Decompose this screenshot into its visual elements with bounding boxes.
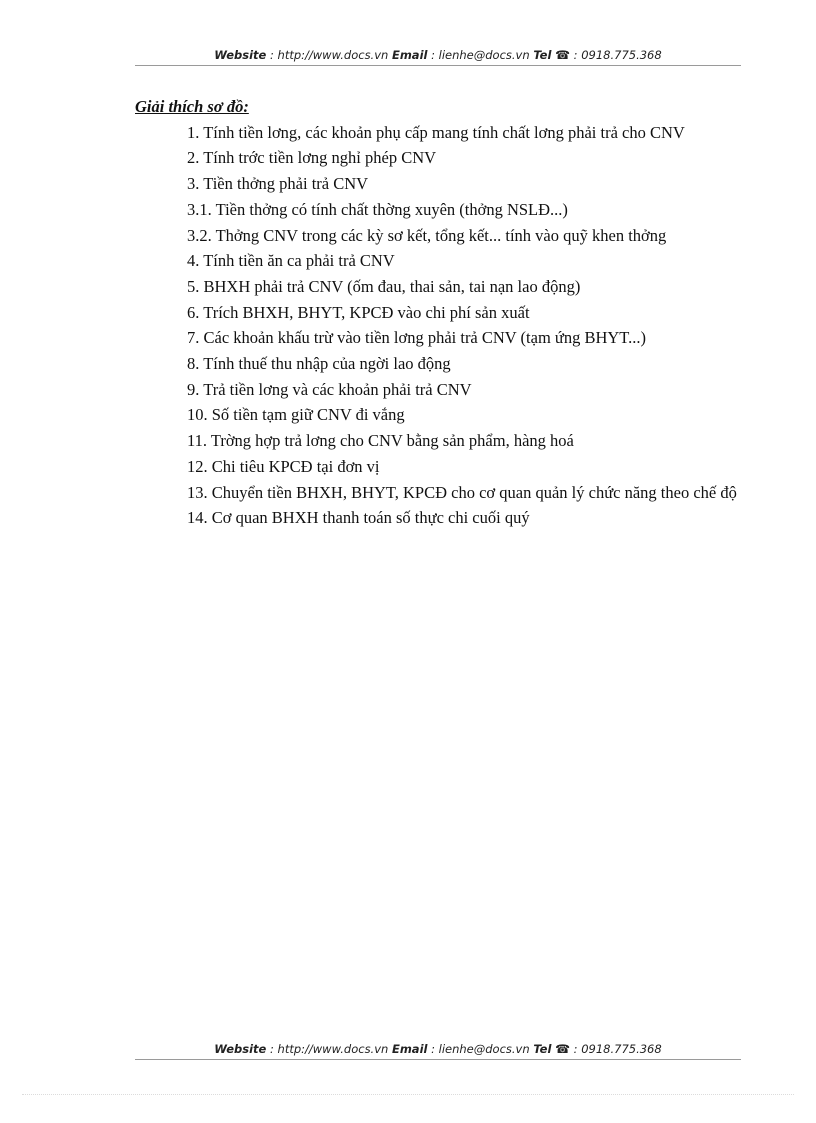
page-bottom-divider [22,1094,794,1095]
list-item: 4. Tính tiền ăn ca phải trả CNV [187,251,395,271]
list-item: 2. Tính trớc tiền lơng nghỉ phép CNV [187,148,437,168]
list-item: 7. Các khoản khấu trừ vào tiền lơng phải trả CNV (tạm ứng BHYT...) [187,328,647,348]
list-item: 10. Số tiền tạm giữ CNV đi vắng [187,405,405,425]
email-label: Email [391,1042,428,1056]
page-header [135,48,741,66]
email-label: Email [391,48,428,62]
list-item: 1. Tính tiền lơng, các khoản phụ cấp mang tính chất lơng phải trả cho CNV [187,122,685,142]
list-item: 5. BHXH phải trả CNV (ốm đau, thai sản, tai nạn lao động) [187,276,581,296]
tel-value: : 0918.775.368 [570,1042,662,1056]
list-item: 12. Chi tiêu KPCĐ tại đơn vị [187,456,380,476]
list-item: 9. Trả tiền lơng và các khoản phải trả CNV [187,379,472,399]
website-value: : http://www.docs.vn [266,48,392,62]
list-item: 3.1. Tiền thởng có tính chất thờng xuyên (thởng NSLĐ...) [187,199,568,219]
list-item: 8. Tính thuế thu nhập của ngời lao động [187,354,451,374]
list-item: 3. Tiền thởng phải trả CNV [187,174,369,194]
website-label: Website [214,48,267,62]
telephone-icon: ☎ [555,1042,571,1056]
tel-value: : 0918.775.368 [570,48,662,62]
list-item: 6. Trích BHXH, BHYT, KPCĐ vào chi phí sản xuất [187,302,530,322]
email-value: : lienhe@docs.vn [427,48,534,62]
list-item: 14. Cơ quan BHXH thanh toán số thực chi cuối quý [187,508,530,528]
page-footer [135,1042,741,1060]
list-item: 13. Chuyển tiền BHXH, BHYT, KPCĐ cho cơ quan quản lý chức năng theo chế độ [187,482,737,502]
list-item: 3.2. Thởng CNV trong các kỳ sơ kết, tổng kết... tính vào quỹ khen thởng [187,225,667,245]
email-value: : lienhe@docs.vn [427,1042,534,1056]
tel-label: Tel [533,1042,552,1056]
section-title: Giải thích sơ đồ: [135,97,249,116]
list-item: 11. Trờng hợp trả lơng cho CNV bằng sản phẩm, hàng hoá [187,431,574,451]
telephone-icon: ☎ [555,48,571,62]
website-label: Website [214,1042,267,1056]
document-body [135,94,738,531]
website-value: : http://www.docs.vn [266,1042,392,1056]
tel-label: Tel [533,48,552,62]
